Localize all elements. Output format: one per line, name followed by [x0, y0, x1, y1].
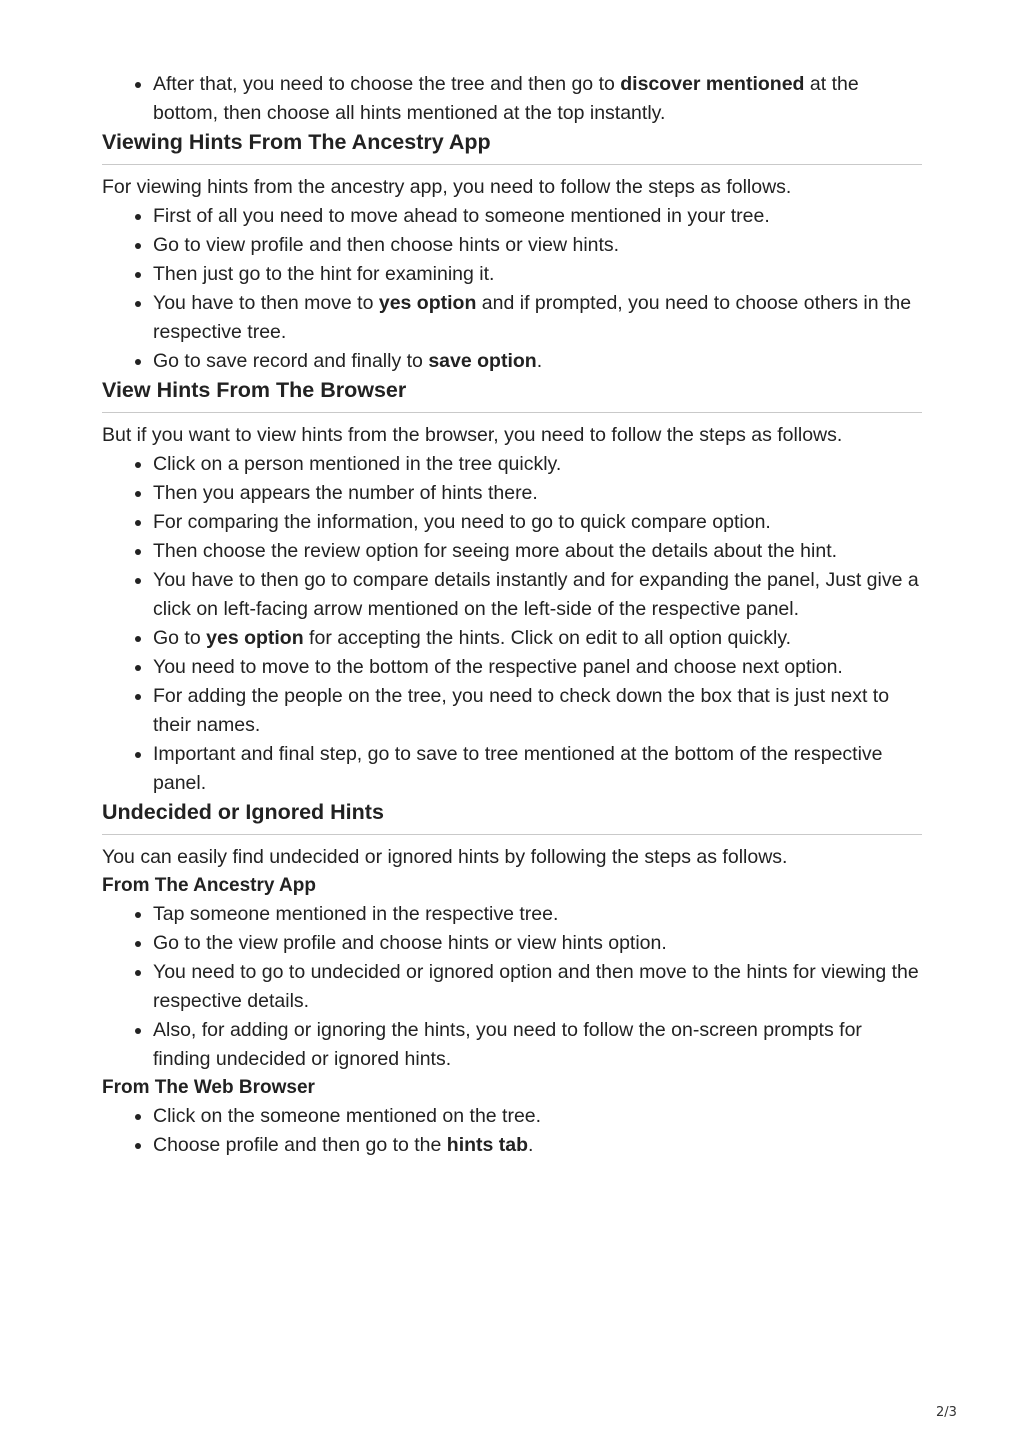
list-item: [153, 566, 922, 624]
text-run: For adding the people on the tree, you need to check down the box that is just next to their names.: [153, 685, 890, 736]
text-run: You need to move to the bottom of the respective panel and choose next option.: [153, 656, 843, 678]
text-run: You have to then move to: [153, 292, 379, 314]
section-intro-ancestry-app: For viewing hints from the ancestry app, you need to follow the steps as follows.: [102, 176, 792, 198]
list-item: [153, 202, 922, 231]
text-run: for accepting the hints. Click on edit to all option quickly.: [303, 627, 792, 649]
page-number: 2/3: [936, 1405, 957, 1420]
bold-text: hints tab: [446, 1134, 529, 1156]
text-run: Also, for adding or ignoring the hints, you need to follow the on-screen prompts for finding undecided or ignored hints.: [153, 1019, 862, 1070]
text-run: Then you appears the number of hints there.: [153, 482, 538, 504]
steps-list-undecided-app: [102, 900, 922, 1074]
text-run: Then just go to the hint for examining it.: [153, 263, 495, 285]
subheading-from-web-browser: From The Web Browser: [102, 1077, 315, 1098]
text-run: You need to go to undecided or ignored option and then move to the hints for viewing the respective details.: [153, 961, 919, 1012]
text-run: Then choose the review option for seeing more about the details about the hint.: [153, 540, 838, 562]
list-item: [153, 70, 922, 128]
text-run: Go to the view profile and choose hints or view hints option.: [153, 932, 667, 954]
text-run: Click on the someone mentioned on the tree.: [153, 1105, 542, 1127]
text-run: Go to: [153, 627, 207, 649]
text-run: and if prompted, you need to choose others in the respective tree.: [153, 292, 912, 343]
bold-text: yes option: [378, 292, 477, 314]
list-item: [153, 508, 922, 537]
steps-list-undecided-browser: [102, 1102, 922, 1160]
list-item: [153, 740, 922, 798]
document-page: [102, 70, 922, 1160]
section-intro-undecided: You can easily find undecided or ignored hints by following the steps as follows.: [102, 846, 788, 868]
section-heading-browser: View Hints From The Browser: [102, 376, 922, 413]
text-run: .: [528, 1134, 534, 1156]
bold-text: save option: [428, 350, 537, 372]
list-item: [153, 653, 922, 682]
bold-text: discover mentioned: [620, 73, 805, 95]
text-run: First of all you need to move ahead to someone mentioned in your tree.: [153, 205, 770, 227]
list-item: [153, 537, 922, 566]
text-run: You have to then go to compare details instantly and for expanding the panel, Just give a click on left-facing arrow mentioned on the left-side of the respective panel.: [153, 569, 919, 620]
text-run: Choose profile and then go to the: [153, 1134, 447, 1156]
section-heading-ancestry-app: Viewing Hints From The Ancestry App: [102, 128, 922, 165]
list-item: [153, 1102, 922, 1131]
intro-bullet-list: [102, 70, 922, 128]
list-item: [153, 479, 922, 508]
text-run: Click on a person mentioned in the tree quickly.: [153, 453, 562, 475]
list-item: [153, 1016, 922, 1074]
list-item: [153, 289, 922, 347]
list-item: [153, 450, 922, 479]
list-item: [153, 260, 922, 289]
text-run: Go to view profile and then choose hints or view hints.: [153, 234, 620, 256]
text-run: Important and final step, go to save to tree mentioned at the bottom of the respective panel.: [153, 743, 883, 794]
text-run: After that, you need to choose the tree and then go to: [153, 73, 621, 95]
text-run: .: [536, 350, 543, 372]
section-heading-undecided: Undecided or Ignored Hints: [102, 798, 922, 835]
list-item: [153, 900, 922, 929]
text-run: For comparing the information, you need to go to quick compare option.: [153, 511, 771, 533]
list-item: [153, 1131, 922, 1160]
section-intro-browser: But if you want to view hints from the browser, you need to follow the steps as follows.: [102, 424, 843, 446]
list-item: [153, 231, 922, 260]
bold-text: yes option: [206, 627, 304, 649]
steps-list-ancestry-app: [102, 202, 922, 376]
list-item: [153, 958, 922, 1016]
text-run: Go to save record and finally to: [153, 350, 429, 372]
list-item: [153, 682, 922, 740]
subheading-from-ancestry-app: From The Ancestry App: [102, 875, 316, 896]
text-run: at the bottom, then choose all hints mentioned at the top instantly.: [153, 73, 859, 124]
list-item: [153, 624, 922, 653]
steps-list-browser: [102, 450, 922, 798]
list-item: [153, 347, 922, 376]
list-item: [153, 929, 922, 958]
text-run: Tap someone mentioned in the respective tree.: [153, 903, 559, 925]
